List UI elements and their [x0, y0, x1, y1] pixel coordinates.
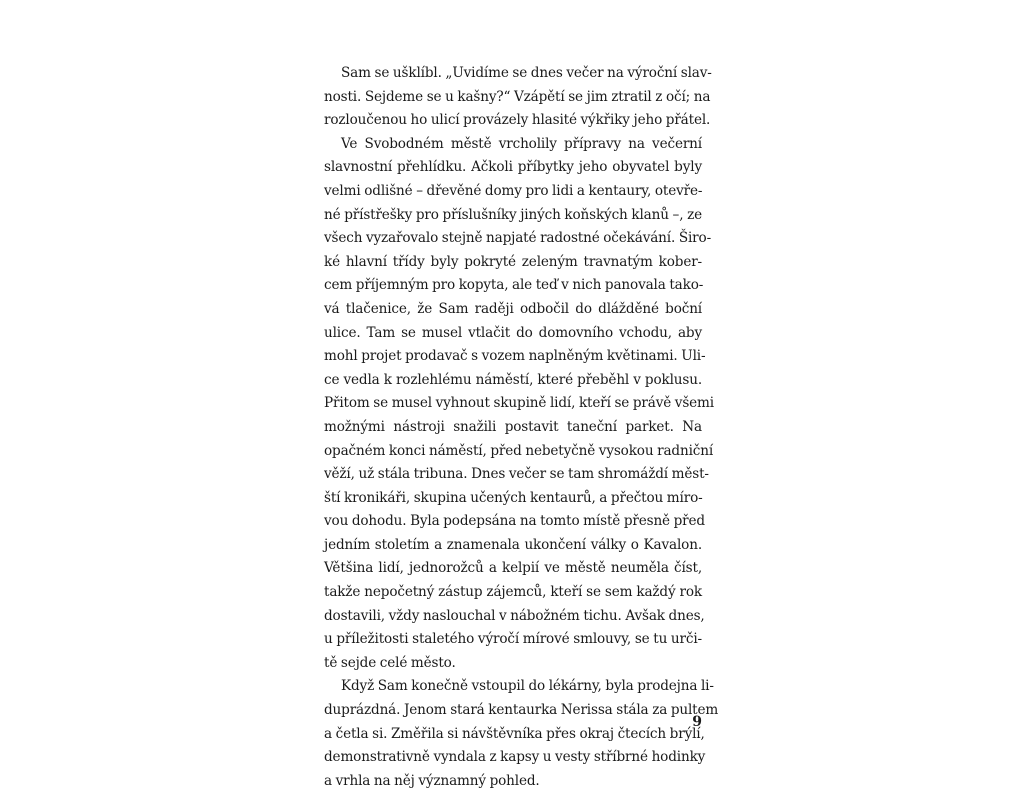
text-line: u příležitosti staletého výročí mírové smlouvy, se tu urči-: [324, 631, 702, 648]
text-line: ulice. Tam se musel vtlačit do domovního vchodu, aby: [324, 324, 702, 341]
text-line: velmi odlišné – dřevěné domy pro lidi a kentaury, otevře-: [324, 182, 703, 199]
text-line: opačném konci náměstí, před nebetyčně vysokou radniční: [324, 442, 714, 459]
text-line: né přístřešky pro příslušníky jiných koňských klanů –, ze: [324, 206, 702, 223]
text-line: a četla si. Změřila si návštěvníka přes okraj čtecích brýlí,: [324, 725, 705, 742]
text-line: takže nepočetný zástup zájemců, kteří se sem každý rok: [324, 584, 702, 601]
text-line: vou dohodu. Byla podepsána na tomto místě přesně před: [324, 513, 705, 530]
text-line: a vrhla na něj významný pohled.: [324, 772, 540, 789]
text-line: slavnostní přehlídku. Ačkoli příbytky jeho obyvatel byly: [324, 159, 702, 176]
text-line: možnými nástroji snažili postavit taneční parket. Na: [324, 418, 702, 435]
text-line: Ve Svobodném městě vrcholily přípravy na večerní: [341, 135, 702, 152]
text-line: ké hlavní třídy byly pokryté zeleným travnatým kober-: [324, 253, 702, 270]
text-line: věží, už stála tribuna. Dnes večer se tam shromáždí měst-: [324, 466, 709, 483]
text-line: Sam se ušklíbl. „Uvidíme se dnes večer na výroční slav-: [341, 65, 712, 81]
text-line: Když Sam konečně vstoupil do lékárny, byla prodejna li-: [341, 678, 714, 695]
text-line: ce vedla k rozlehlému náměstí, které přeběhl v poklusu.: [324, 371, 702, 388]
text-line: tě sejde celé město.: [324, 654, 456, 671]
text-line: Přitom se musel vyhnout skupině lidí, kteří se právě všemi: [324, 395, 714, 412]
page-number: 9: [692, 714, 702, 730]
text-line: duprázdná. Jenom stará kentaurka Nerissa stála za pultem: [324, 702, 719, 719]
text-line: nosti. Sejdeme se u kašny?“ Vzápětí se jim ztratil z očí; na: [324, 88, 711, 105]
text-line: dostavili, vždy naslouchal v nábožném tichu. Avšak dnes,: [324, 607, 705, 624]
text-line: jedním stoletím a znamenala ukončení války o Kavalon.: [324, 536, 702, 553]
text-line: ští kronikáři, skupina učených kentaurů, a přečtou míro-: [324, 489, 703, 506]
text-line: rozloučenou ho ulicí provázely hlasité výkřiky jeho přátel.: [324, 112, 711, 129]
text-line: vá tlačenice, že Sam raději odbočil do dlážděné boční: [324, 300, 702, 317]
text-line: cem příjemným pro kopyta, ale teď v nich panovala tako-: [324, 277, 704, 294]
text-line: mohl projet prodavač s vozem naplněným květinami. Uli-: [324, 348, 706, 365]
text-line: demonstrativně vyndala z kapsy u vesty stříbrné hodinky: [324, 749, 706, 766]
text-line: všech vyzařovalo stejně napjaté radostné očekávání. Širo-: [324, 230, 712, 247]
text-line: Většina lidí, jednorožců a kelpií ve městě neuměla číst,: [324, 560, 702, 577]
body-text: [324, 62, 719, 793]
